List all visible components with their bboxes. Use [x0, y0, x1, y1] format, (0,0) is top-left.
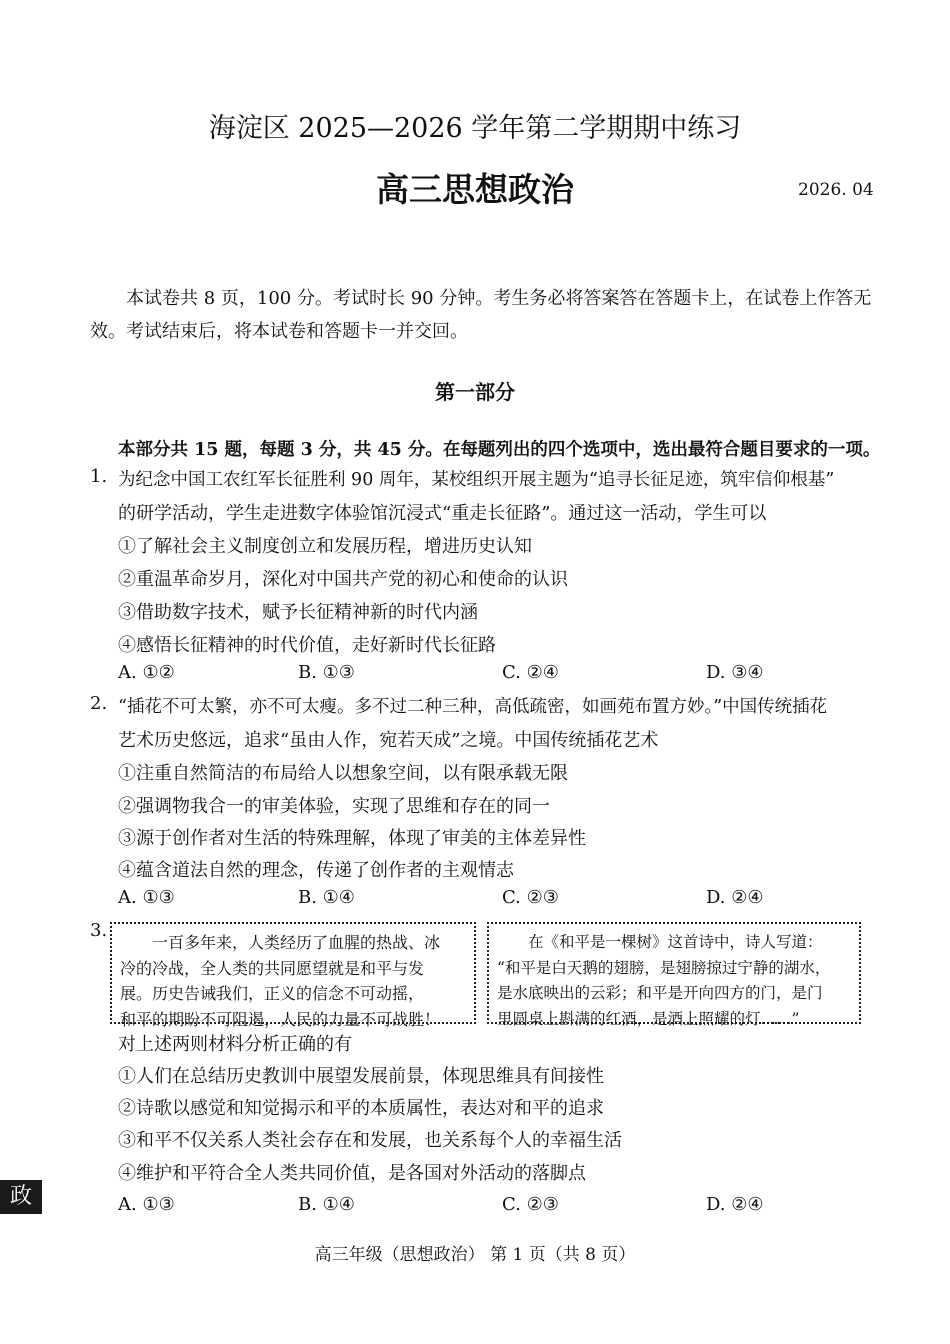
option-b: B. ①③ [298, 662, 355, 683]
option-c: C. ②④ [502, 662, 559, 683]
section-title: 第一部分 [435, 380, 515, 404]
option-c: C. ②③ [502, 1194, 559, 1215]
question-number: 2. [90, 693, 108, 714]
option-b: B. ①④ [298, 1194, 355, 1215]
subject-side-tab: 政 [0, 1180, 42, 1214]
material-line: 一百多年来，人类经历了血腥的热战、冰 [120, 933, 441, 952]
option-a: A. ①② [118, 662, 175, 683]
question-item: ①注重自然简洁的布局给人以想象空间，以有限承载无限 [118, 763, 568, 784]
material-line: 展。历史告诫我们，正义的信念不可动摇， [120, 984, 425, 1003]
page-footer: 高三年级（思想政治） 第 1 页（共 8 页） [314, 1245, 636, 1265]
material-line: “和平是白天鹅的翅膀，是翅膀掠过宁静的湖水， [497, 958, 831, 977]
question-item: ②强调物我合一的审美体验，实现了思维和存在的同一 [118, 796, 550, 817]
subject-title: 高三思想政治 [376, 170, 574, 209]
question-stem: 对上述两则材料分析正确的有 [118, 1034, 352, 1055]
question-item: ①人们在总结历史教训中展望发展前景，体现思维具有间接性 [118, 1066, 604, 1087]
material-line: 是水底映出的云彩；和平是开向四方的门，是门 [497, 984, 823, 1002]
exam-date: 2026. 04 [798, 180, 874, 200]
material-line: 在《和平是一棵树》这首诗中，诗人写道： [497, 933, 823, 951]
option-d: D. ②④ [706, 887, 764, 908]
question-item: ④蕴含道法自然的理念，传递了创作者的主观情志 [118, 860, 514, 881]
section-intro: 本部分共 15 题，每题 3 分，共 45 分。在每题列出的四个选项中，选出最符合题目要求的一项。 [118, 440, 881, 460]
material-line: 里圆桌上斟满的红酒，是酒上照耀的灯……” [497, 1009, 800, 1028]
instructions-line: 本试卷共 8 页，100 分。考试时长 90 分钟。考生务必将答案答在答题卡上，在试卷上作答无 [126, 288, 872, 309]
question-item: ③借助数字技术，赋予长征精神新的时代内涵 [118, 602, 478, 623]
option-b: B. ①④ [298, 887, 355, 908]
material-box-right [487, 922, 861, 1028]
option-c: C. ②③ [502, 887, 559, 908]
question-item: ②诗歌以感觉和知觉揭示和平的本质属性，表达对和平的追求 [118, 1098, 604, 1119]
option-d: D. ③④ [706, 662, 764, 683]
question-stem: 为纪念中国工农红军长征胜利 90 周年，某校组织开展主题为“追寻长征足迹，筑牢信仰根基” [118, 470, 835, 490]
question-item: ①了解社会主义制度创立和发展历程，增进历史认知 [118, 536, 532, 557]
question-stem: 的研学活动，学生走进数字体验馆沉浸式“重走长征路”。通过这一活动，学生可以 [118, 503, 767, 524]
instructions-line: 效。考试结束后，将本试卷和答题卡一并交回。 [90, 321, 468, 342]
question-item: ②重温革命岁月，深化对中国共产党的初心和使命的认识 [118, 569, 568, 590]
question-item: ③源于创作者对生活的特殊理解，体现了审美的主体差异性 [118, 828, 586, 849]
exam-title: 海淀区 2025—2026 学年第二学期期中练习 [208, 113, 742, 144]
question-number: 1. [90, 466, 108, 487]
question-stem: “插花不可太繁，亦不可太瘦。多不过二种三种，高低疏密，如画苑布置方妙。”中国传统插花 [118, 697, 828, 717]
question-item: ④感悟长征精神的时代价值，走好新时代长征路 [118, 635, 496, 656]
material-line: 和平的期盼不可阻遏，人民的力量不可战胜！ [120, 1009, 441, 1029]
option-a: A. ①③ [118, 887, 175, 908]
question-item: ③和平不仅关系人类社会存在和发展，也关系每个人的幸福生活 [118, 1130, 622, 1151]
question-item: ④维护和平符合全人类共同价值，是各国对外活动的落脚点 [118, 1163, 586, 1184]
option-d: D. ②④ [706, 1194, 764, 1215]
option-a: A. ①③ [118, 1194, 175, 1215]
material-box-left [110, 922, 476, 1029]
question-number: 3. [90, 920, 108, 941]
question-stem: 艺术历史悠远，追求“虽由人作，宛若天成”之境。中国传统插花艺术 [118, 730, 659, 751]
material-line: 冷的冷战，全人类的共同愿望就是和平与发 [120, 958, 425, 978]
